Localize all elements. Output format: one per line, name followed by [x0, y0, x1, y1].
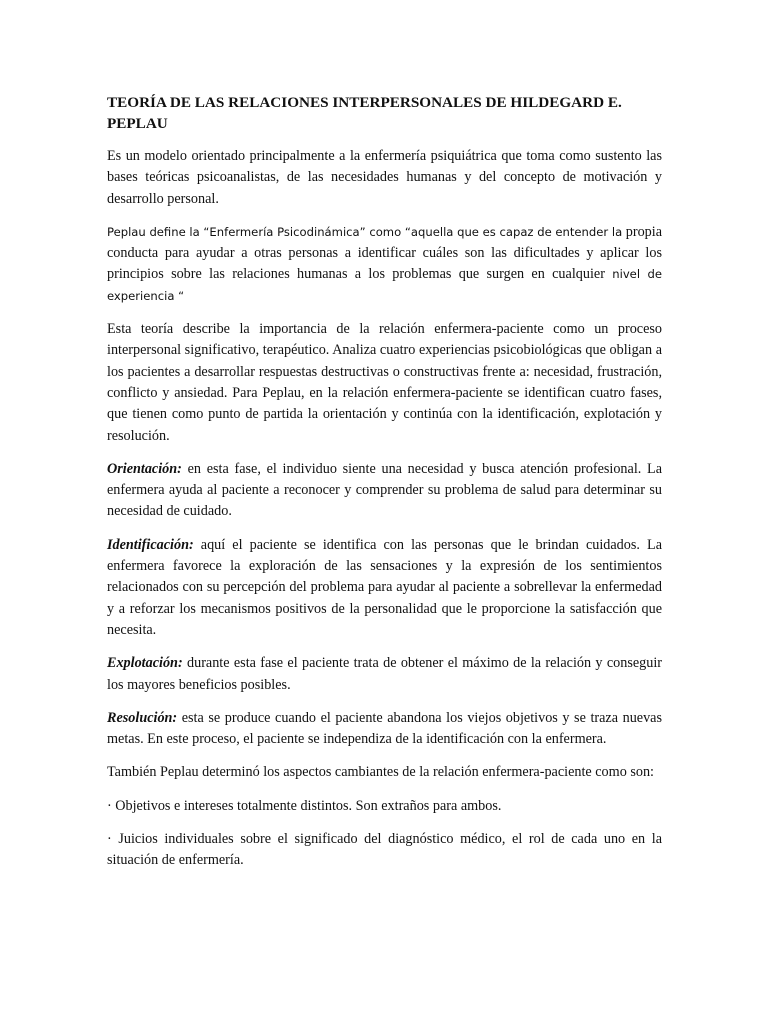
phase-term: Resolución:: [107, 709, 178, 726]
bullet-item: · Juicios individuales sobre el significado del diagnóstico médico, el rol de cada uno en la situación de enfermería.: [107, 831, 662, 869]
phase-term: Orientación:: [107, 460, 182, 477]
document-title: TEORÍA DE LAS RELACIONES INTERPERSONALES DE HILDEGARD E. PEPLAU: [107, 94, 622, 132]
definition-part-3: nivel de experiencia “: [107, 267, 662, 303]
phase-text: aquí el paciente se identifica con las personas que le brindan cuidados. La enfermera favorece la exploración de las sensaciones y la expresión de los sentimientos relacionados con su percepción del problema para ayudar al paciente a sobrellevar la enfermedad y a reforzar los mecanismos positivos de la personalidad que le proporcione la satisfacción que necesita.: [107, 536, 662, 638]
definition-paragraph: [107, 222, 662, 307]
theory-paragraph: Esta teoría describe la importancia de la relación enfermera-paciente como un proceso interpersonal significativo, terapéutico. Analiza cuatro experiencias psicobiológicas que obligan a los pacientes a desarrollar respuestas destructivas o constructivas frente a: necesidad, frustración, conflicto y ansiedad. Para Peplau, en la relación enfermera-paciente se identifican cuatro fases, que tienen como punto de partida la orientación y continúa con la identificación, explotación y resolución.: [107, 321, 662, 444]
phase-orientacion: [107, 459, 662, 523]
intro-paragraph: Es un modelo orientado principalmente a la enfermería psiquiátrica que toma como sustento las bases teóricas psicoanalistas, de las necesidades humanas y del concepto de motivación y desarrollo personal.: [107, 148, 662, 207]
aspects-intro-paragraph: También Peplau determinó los aspectos cambiantes de la relación enfermera-paciente como son:: [107, 764, 654, 781]
phase-term: Explotación:: [107, 655, 183, 672]
phase-text: esta se produce cuando el paciente abandona los viejos objetivos y se traza nuevas metas. En este proceso, el paciente se independiza de la identificación con la enfermera.: [107, 709, 662, 748]
phase-text: durante esta fase el paciente trata de obtener el máximo de la relación y conseguir los mayores beneficios posibles.: [107, 655, 662, 693]
definition-part-2: propia conducta para ayudar a otras personas a identificar cuáles son las dificultades y aplicar los principios sobre las relaciones humanas a los problemas que surgen en cualquier: [107, 223, 663, 283]
bullet-item: · Objetivos e intereses totalmente distintos. Son extraños para ambos.: [107, 797, 502, 814]
phase-explotacion: [107, 653, 662, 696]
phase-identificacion: [107, 535, 662, 641]
phase-text: en esta fase, el individuo siente una necesidad y busca atención profesional. La enfermera ayuda al paciente a reconocer y comprender su problema de salud para determinar su necesidad de cuidado.: [107, 460, 662, 520]
phase-resolucion: [107, 708, 662, 751]
document-page: [107, 92, 662, 884]
definition-part-1: Peplau define la “Enfermería Psicodinámica” como “aquella que es capaz de entender la: [107, 224, 623, 239]
phase-term: Identificación:: [107, 536, 194, 553]
